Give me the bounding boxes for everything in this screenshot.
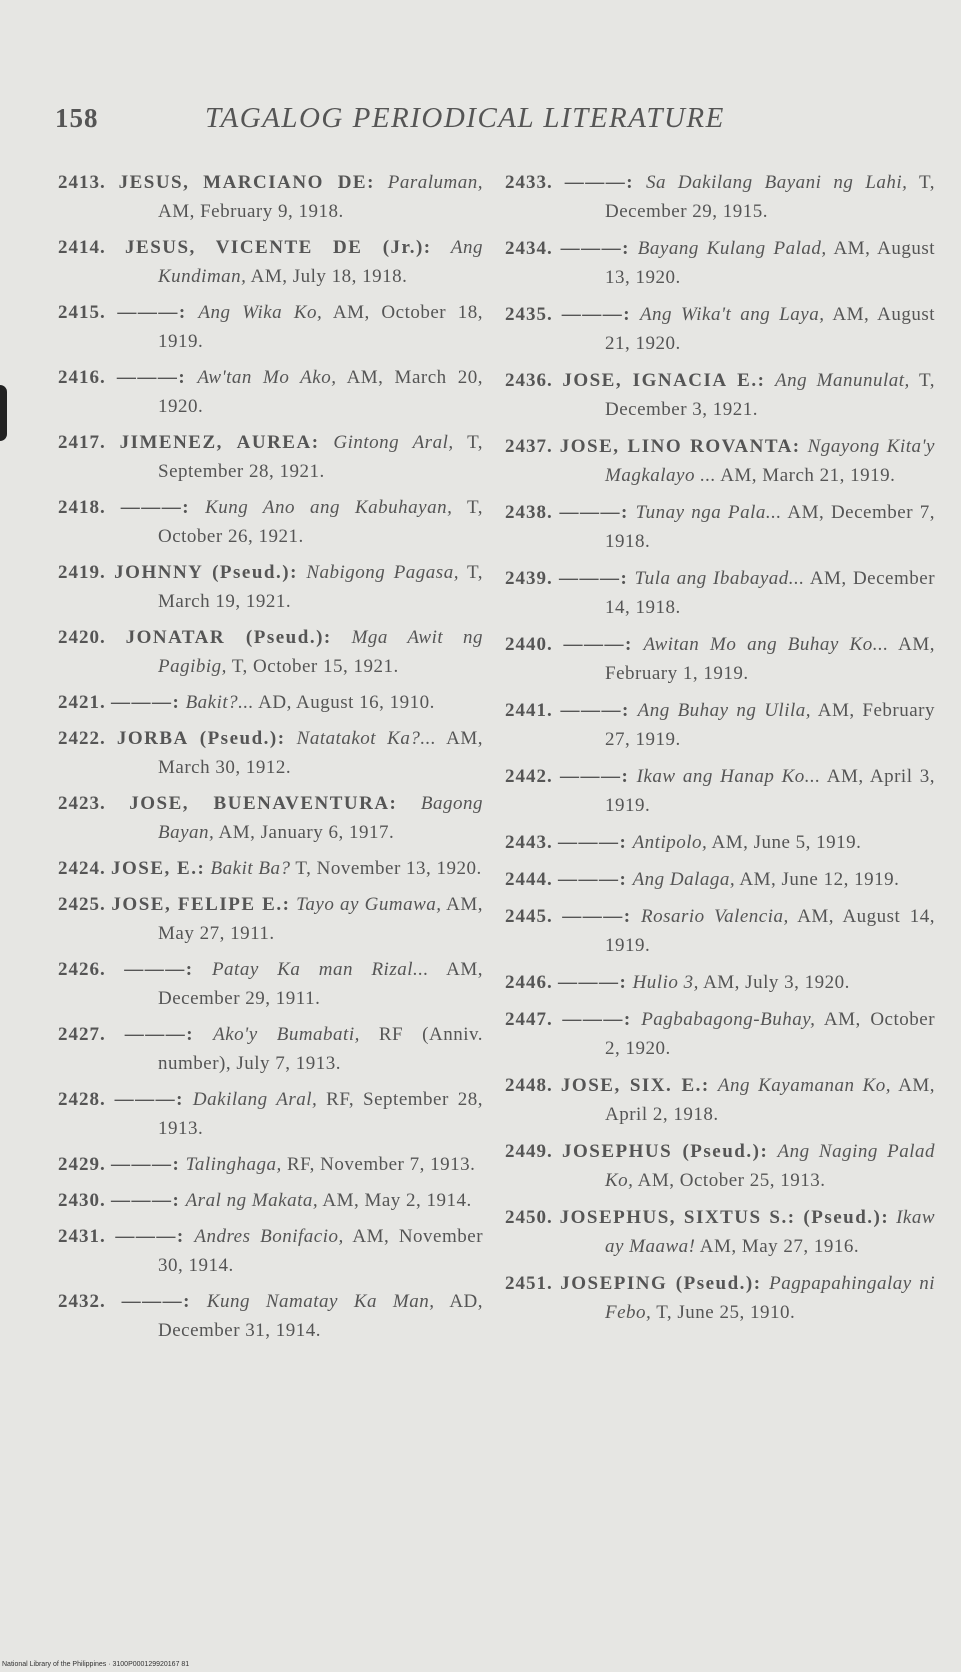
entry-author: ———: [124,1024,195,1045]
bibliography-entry [58,623,483,681]
entry-author: JOSE, FELIPE E.: [111,894,291,915]
entry-title: Tula ang Ibabayad... [634,568,805,589]
bibliography-entry [58,1085,483,1143]
entry-title: Ang Kayamanan Ko, [717,1075,892,1096]
bibliography-entry [58,168,483,226]
entry-author: ———: [114,1089,184,1110]
entry-number: 2429. [58,1154,106,1175]
entry-number: 2446. [505,972,553,993]
entry-source: AM, June 12, 1919. [739,869,900,890]
entry-title: Bagong Bayan, [158,793,484,843]
entry-author: JOSE, BUENAVENTURA: [129,793,398,814]
entry-source: RF, November 7, 1913. [286,1154,476,1175]
entry-source: T, June 25, 1910. [656,1302,796,1323]
entry-author: ———: [564,172,635,193]
entry-author: ———: [560,766,630,787]
entry-author: JOSE, SIX. E.: [560,1075,710,1096]
entry-title: Kung Ano ang Kabuhayan, [205,497,453,518]
entry-number: 2425. [58,894,106,915]
entry-number: 2448. [505,1075,553,1096]
entry-title: Tunay nga Pala... [635,502,782,523]
entry-title: Paraluman, [387,172,484,193]
entry-author: ———: [562,906,632,927]
entry-title: Ngayong Kita'y Magkalayo ... [605,436,935,486]
binding-edge-mark [0,385,7,441]
entry-title: Ang Wika't ang Laya, [639,304,825,325]
entry-title: Antipolo, [632,832,708,853]
entry-source: AM, May 27, 1916. [699,1236,860,1257]
entry-number: 2422. [58,728,106,749]
bibliography-entry [58,298,483,356]
entry-author: ———: [111,692,181,713]
entry-title: Bayang Kulang Palad, [637,238,827,259]
entry-author: JOSE, IGNACIA E.: [562,370,766,391]
entry-title: Tayo ay Gumawa, [296,894,442,915]
entry-title: Awitan Mo ang Buhay Ko... [643,634,889,655]
bibliography-entry [58,789,483,847]
entry-title: Ang Kundiman, [158,237,484,287]
entry-source: AM, March 20, 1920. [158,367,484,417]
entry-title: Ang Wika Ko, [198,302,323,323]
entry-title: Ang Naging Palad Ko, [605,1141,935,1191]
entry-author: JORBA (Pseud.): [116,728,286,749]
bibliography-entry [58,1186,483,1215]
right-column [505,168,935,1335]
page-number: 158 [55,103,99,133]
bibliography-entry [58,724,483,782]
entry-number: 2441. [505,700,553,721]
entry-number: 2439. [505,568,553,589]
entry-number: 2426. [58,959,106,980]
entry-number: 2414. [58,237,106,258]
entry-source: AM, August 14, 1919. [605,906,936,956]
entry-title: Nabigong Pagasa, [306,562,459,583]
entry-source: AM, October 2, 1920. [605,1009,936,1059]
entry-number: 2428. [58,1089,106,1110]
entry-title: Bakit?... [185,692,254,713]
entry-title: Sa Dakilang Bayani ng Lahi, [645,172,908,193]
entry-number: 2419. [58,562,106,583]
entry-title: Hulio 3, [632,972,699,993]
entry-number: 2443. [505,832,553,853]
bibliography-entry [58,558,483,616]
bibliography-entry [58,233,483,291]
entry-source: AD, August 16, 1910. [258,692,435,713]
entry-title: Ako'y Bumabati, [213,1024,360,1045]
entry-author: JOSE, E.: [111,858,206,879]
entry-title: Pagpapahingalay ni Febo, [605,1273,935,1323]
entry-number: 2435. [505,304,553,325]
entry-title: Dakilang Aral, [192,1089,318,1110]
entry-source: AM, June 5, 1919. [711,832,862,853]
entry-author: JOSEPHUS (Pseud.): [562,1141,769,1162]
entry-number: 2421. [58,692,106,713]
entry-number: 2434. [505,238,553,259]
bibliography-entry [505,432,935,490]
entry-source: AM, May 27, 1911. [158,894,483,944]
entry-number: 2416. [58,367,106,388]
entry-author: ———: [124,959,194,980]
bibliography-entry [58,1020,483,1078]
entry-source: AM, August 21, 1920. [605,304,935,354]
entry-author: ———: [559,568,629,589]
bibliography-entry [58,363,483,421]
entry-title: Mga Awit ng Pagibig, [158,627,483,677]
entry-source: AM, February 9, 1918. [158,201,344,222]
entry-source: RF (Anniv. number), July 7, 1913. [158,1024,483,1074]
bibliography-entry [505,902,935,960]
entry-number: 2417. [58,432,106,453]
bibliography-entry [58,890,483,948]
entry-source: AM, April 2, 1918. [605,1075,936,1125]
entry-source: T, September 28, 1921. [158,432,484,482]
entry-source: AM, February 27, 1919. [605,700,936,750]
entry-number: 2431. [58,1226,106,1247]
bibliography-entry [505,696,935,754]
bibliography-entry [505,762,935,820]
bibliography-entry [58,1222,483,1280]
entry-author: ———: [115,1226,185,1247]
running-title: TAGALOG PERIODICAL LITERATURE [205,102,725,134]
entry-number: 2440. [505,634,553,655]
bibliography-entry [505,828,935,857]
bibliography-entry [505,1137,935,1195]
entry-number: 2436. [505,370,553,391]
bibliography-entry [58,955,483,1013]
entry-author: ———: [562,1009,632,1030]
entry-author: JOSE, LINO ROVANTA: [559,436,801,457]
bibliography-entry [505,630,935,688]
entry-title: Pagbabagong-Buhay, [641,1009,816,1030]
entry-author: ———: [111,1154,181,1175]
bibliography-entry [58,854,483,883]
entry-number: 2451. [505,1273,553,1294]
entry-number: 2438. [505,502,553,523]
bibliography-entry [505,1005,935,1063]
entry-number: 2413. [58,172,106,193]
entry-number: 2430. [58,1190,106,1211]
entry-author: ———: [111,1190,181,1211]
entry-source: T, December 29, 1915. [605,172,935,222]
entry-source: AM, August 13, 1920. [605,238,936,288]
entry-author: JESUS, VICENTE DE (Jr.): [125,237,432,258]
entry-source: T, December 3, 1921. [605,370,935,420]
entry-number: 2444. [505,869,553,890]
entry-number: 2445. [505,906,553,927]
entry-source: AM, July 3, 1920. [703,972,850,993]
entry-title: Rosario Valencia, [640,906,789,927]
entry-author: ———: [116,367,187,388]
bibliography-entry [58,1150,483,1179]
entry-title: Talinghaga, [185,1154,282,1175]
bibliography-entry [58,493,483,551]
entry-source: AM, January 6, 1917. [218,822,395,843]
bibliography-entry [505,168,935,226]
entry-number: 2442. [505,766,553,787]
bibliography-entry [58,428,483,486]
entry-author: ———: [558,869,628,890]
entry-source: T, October 15, 1921. [231,656,399,677]
entry-number: 2432. [58,1291,106,1312]
footer-credit: National Library of the Philippines · 3100P000129920167 81 [2,1661,190,1668]
entry-number: 2420. [58,627,106,648]
bibliography-entry [58,1287,483,1345]
entry-author: ———: [120,497,191,518]
entry-source: T, October 26, 1921. [158,497,483,547]
entry-number: 2427. [58,1024,106,1045]
entry-title: Andres Bonifacio, [194,1226,344,1247]
bibliography-entry [505,300,935,358]
entry-author: JESUS, MARCIANO DE: [118,172,375,193]
bibliography-entry [505,366,935,424]
entry-source: AM, July 18, 1918. [250,266,408,287]
entry-author: JOHNNY (Pseud.): [114,562,298,583]
entry-source: AM, December 29, 1911. [158,959,484,1009]
entry-author: ———: [560,238,630,259]
entry-title: Ang Buhay ng Ulila, [637,700,812,721]
entry-source: AM, October 18, 1919. [158,302,484,352]
bibliography-entry [505,968,935,997]
entry-title: Ikaw ang Hanap Ko... [636,766,821,787]
entry-source: T, November 13, 1920. [295,858,482,879]
entry-title: Aral ng Makata, [185,1190,319,1211]
entry-source: AM, December 14, 1918. [605,568,936,618]
entry-author: JOSEPHUS, SIXTUS S.: (Pseud.): [559,1207,890,1228]
page-header [55,102,795,142]
entry-number: 2415. [58,302,106,323]
entry-author: ———: [560,700,630,721]
entry-title: Ang Dalaga, [632,869,736,890]
entry-author: ———: [121,1291,191,1312]
left-column [58,168,483,1352]
entry-title: Ikaw ay Maawa! [605,1207,936,1257]
entry-number: 2423. [58,793,106,814]
entry-author: ———: [561,304,632,325]
entry-author: JONATAR (Pseud.): [125,627,332,648]
bibliography-entry [505,1269,935,1327]
bibliography-entry [505,234,935,292]
entry-author: ———: [563,634,633,655]
entry-author: JIMENEZ, AUREA: [119,432,320,453]
entry-number: 2433. [505,172,553,193]
bibliography-entry [505,498,935,556]
entry-number: 2424. [58,858,106,879]
bibliography-entry [505,564,935,622]
entry-author: ———: [558,832,628,853]
entry-source: T, March 19, 1921. [158,562,483,612]
entry-number: 2447. [505,1009,553,1030]
entry-author: ———: [558,972,628,993]
entry-title: Bakit Ba? [210,858,291,879]
entry-title: Kung Namatay Ka Man, [206,1291,435,1312]
entry-author: JOSEPING (Pseud.): [560,1273,762,1294]
entry-title: Patay Ka man Rizal... [211,959,429,980]
entry-author: ———: [117,302,187,323]
entry-number: 2418. [58,497,106,518]
entry-source: AM, December 7, 1918. [605,502,936,552]
entry-source: AM, March 21, 1919. [720,465,896,486]
entry-source: AM, February 1, 1919. [605,634,936,684]
entry-number: 2449. [505,1141,553,1162]
entry-title: Aw'tan Mo Ako, [197,367,337,388]
entry-author: ———: [559,502,629,523]
entry-title: Ang Manunulat, [774,370,910,391]
bibliography-entry [58,688,483,717]
bibliography-entry [505,1071,935,1129]
entry-number: 2437. [505,436,553,457]
entry-title: Natatakot Ka?... [296,728,437,749]
entry-source: RF, September 28, 1913. [158,1089,483,1139]
entry-source: AM, October 25, 1913. [637,1170,826,1191]
entry-source: AM, March 30, 1912. [158,728,483,778]
entry-source: AM, April 3, 1919. [605,766,936,816]
entry-number: 2450. [505,1207,553,1228]
bibliography-entry [505,865,935,894]
entry-title: Gintong Aral, [333,432,454,453]
entry-source: AM, May 2, 1914. [322,1190,472,1211]
entry-source: AD, December 31, 1914. [158,1291,484,1341]
bibliography-entry [505,1203,935,1261]
entry-source: AM, November 30, 1914. [158,1226,484,1276]
